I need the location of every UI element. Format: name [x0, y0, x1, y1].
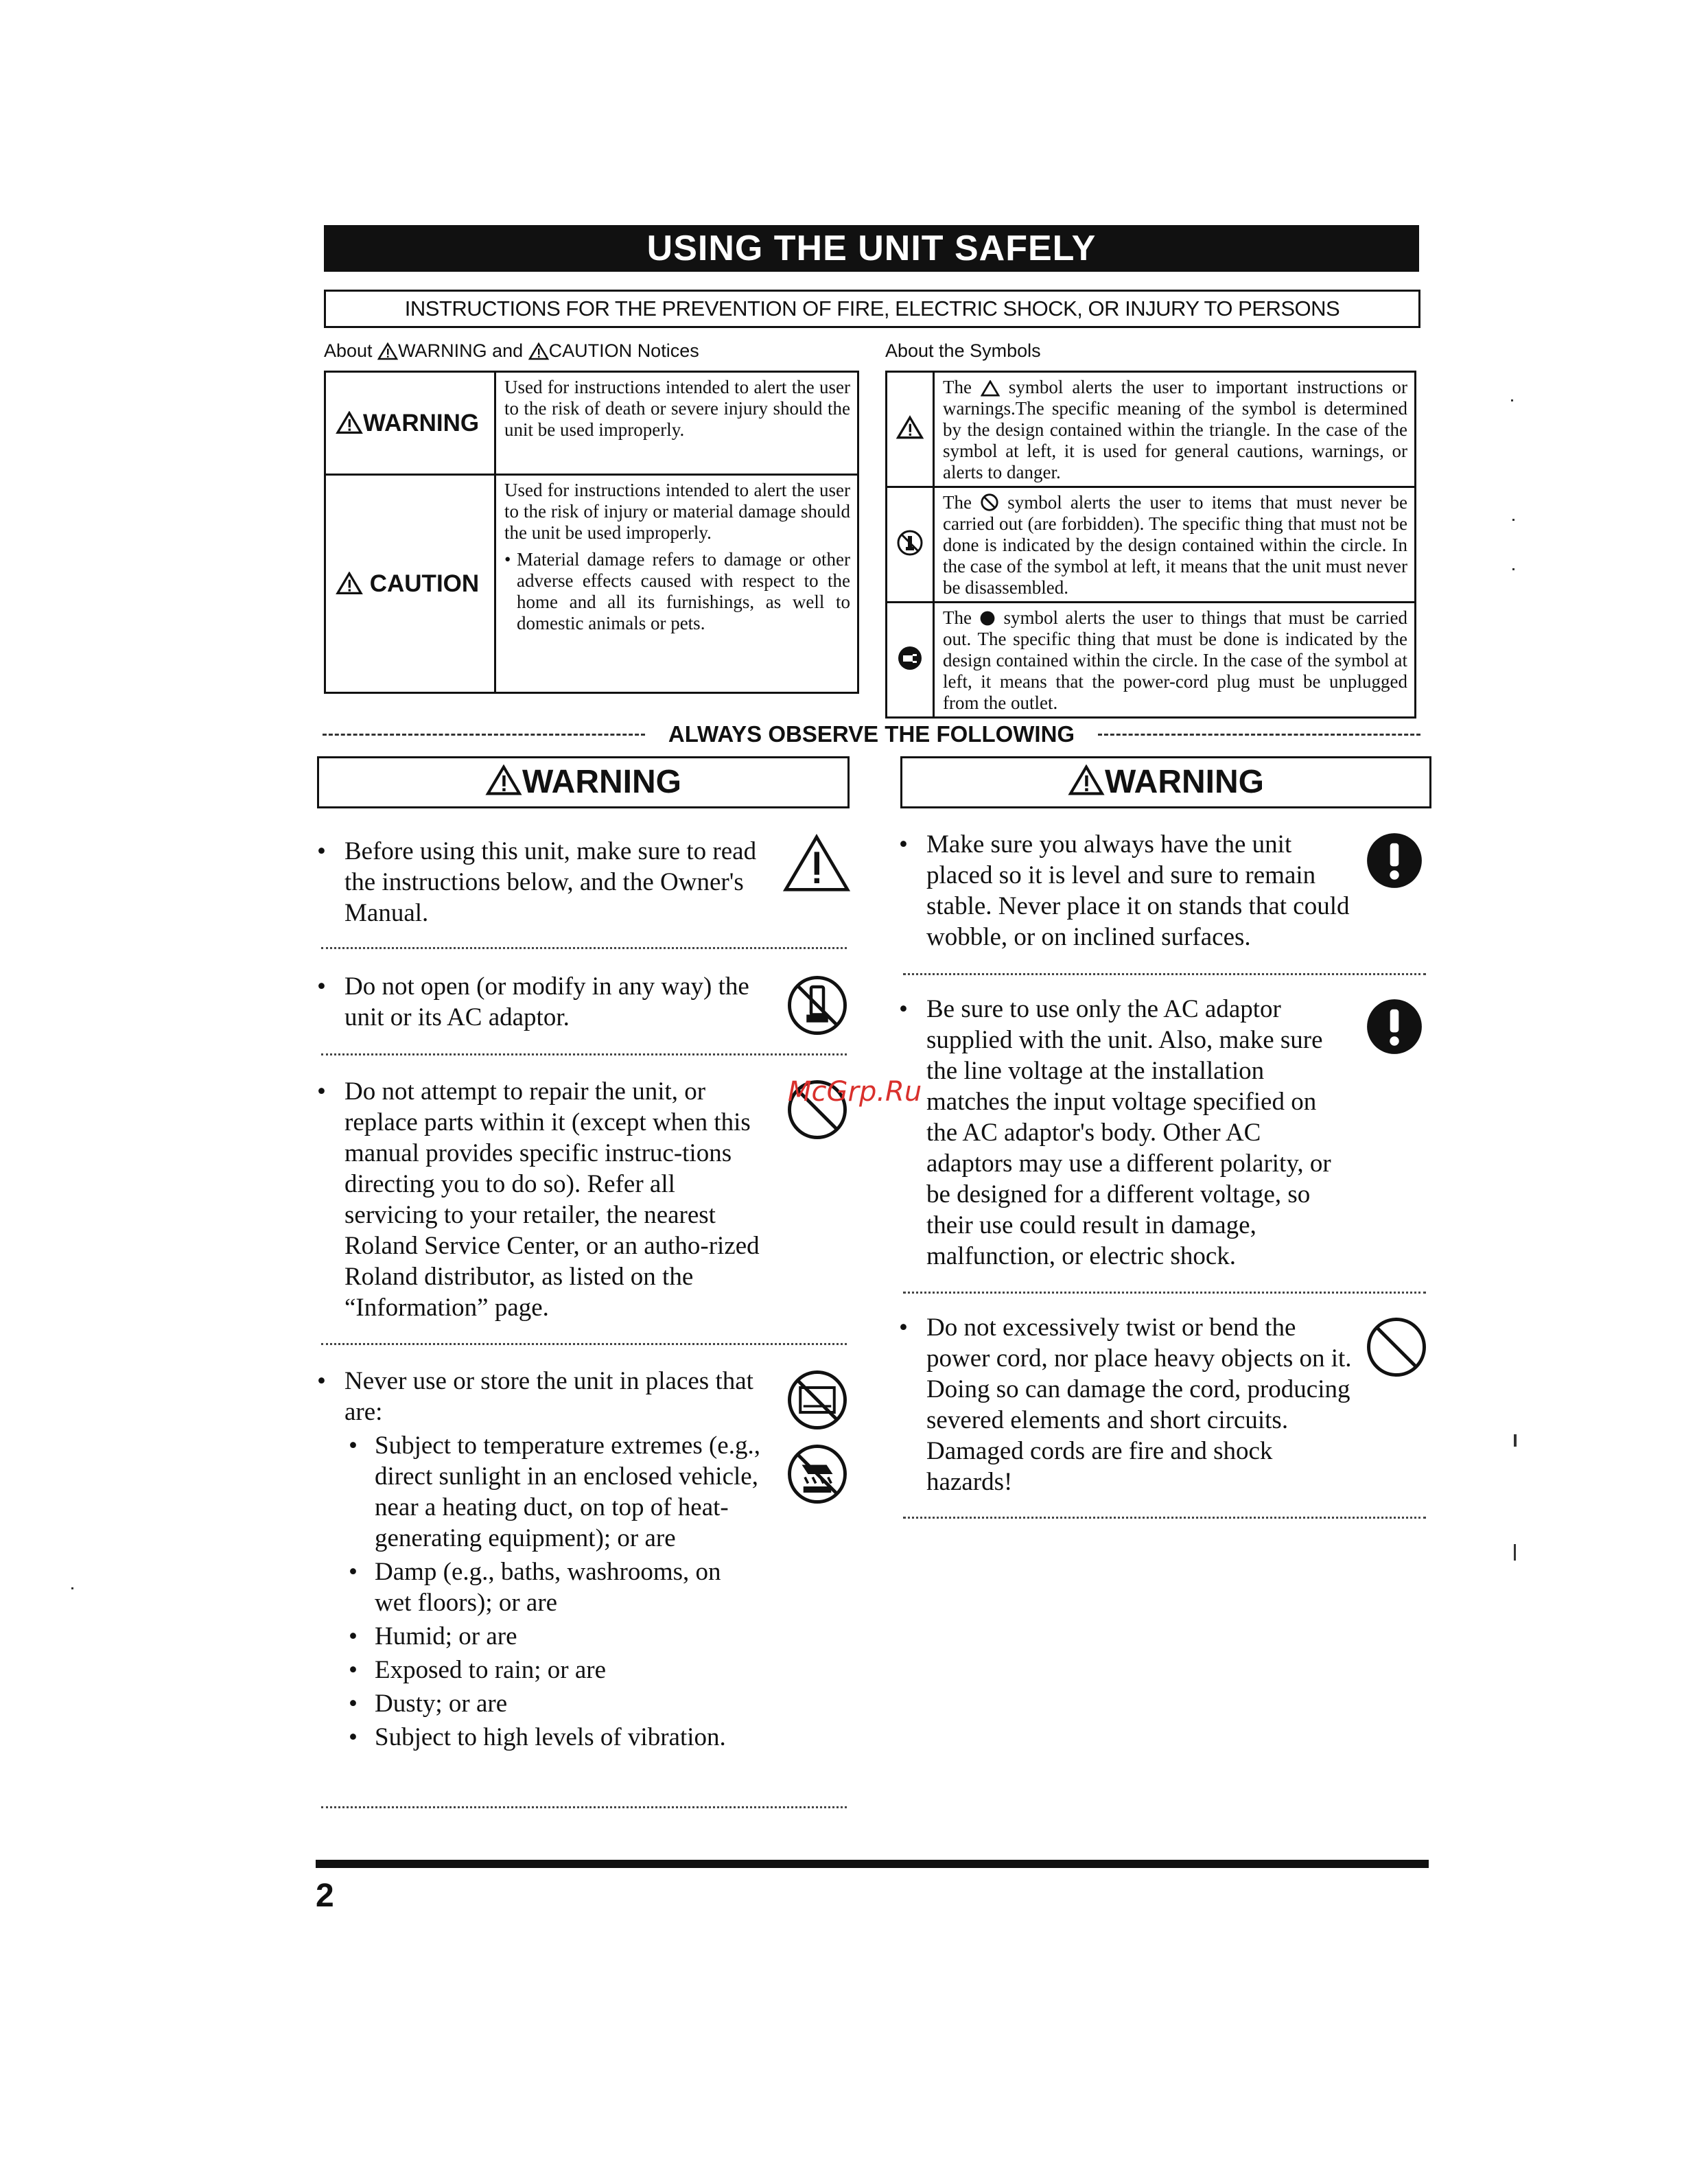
- bullet-icon: •: [504, 549, 511, 570]
- dot-desc-pre: The: [943, 607, 972, 628]
- notices-heading-about: About: [324, 340, 373, 361]
- list-item: [899, 1312, 1352, 1497]
- bullet-icon: •: [317, 1367, 326, 1395]
- bullet-icon: •: [349, 1622, 358, 1650]
- dot-symbol-cell: [887, 603, 934, 718]
- bullet-icon: •: [349, 1432, 358, 1460]
- symbols-table: [885, 371, 1416, 719]
- sub-item-text: Dusty; or are: [375, 1690, 508, 1718]
- triangle-description: [934, 372, 1416, 487]
- left-warning-label: WARNING: [522, 764, 681, 800]
- warning-triangle-icon: [377, 342, 398, 360]
- prohibition-icon: [1366, 1316, 1427, 1378]
- warning-description: Used for instructions intended to alert the user to the risk of death or severe injury should the unit be used improperly.: [495, 372, 858, 475]
- bullet-icon: •: [317, 972, 326, 1001]
- caution-label: CAUTION: [369, 570, 480, 597]
- sub-item-text: Humid; or are: [375, 1622, 517, 1650]
- sub-list: [344, 1430, 763, 1753]
- symbols-heading: About the Symbols: [885, 340, 1041, 361]
- triangle-desc-pre: The: [943, 377, 972, 397]
- caution-note-text: Material damage refers to damage or other adverse effects caused with respect to the home and all its furnishings, as well to domestic animals or pets.: [517, 549, 850, 633]
- do-not-disassemble-icon: [896, 529, 924, 557]
- scan-speck: [1512, 568, 1514, 570]
- dotted-separator: [903, 973, 1426, 975]
- dotted-separator: [321, 1806, 847, 1808]
- sub-list-item: [349, 1556, 763, 1618]
- bullet-icon: •: [899, 1314, 908, 1342]
- dashed-rule-left: [323, 734, 645, 736]
- triangle-inline-icon: [981, 380, 1000, 397]
- list-item: [899, 829, 1352, 953]
- caution-description-cell: [495, 475, 858, 693]
- scan-speck: [71, 1587, 73, 1589]
- list-item: [317, 1366, 763, 1753]
- notices-heading: [324, 340, 699, 362]
- sub-item-text: Subject to temperature extremes (e.g., direct sunlight in an enclosed vehicle, near a heating duct, on top of heat-generating equipment); or are: [375, 1432, 760, 1552]
- bullet-icon: •: [349, 1690, 358, 1718]
- right-item-2-text: Be sure to use only the AC adaptor supplied with the unit. Also, make sure the line voltage at the installation matches the input voltage specified on the AC adaptor's body. Other AC adaptors may use a different polarity, or be designed for a different voltage, so their use could result in damage, malfunction, or electric shock.: [926, 995, 1331, 1270]
- left-item-2-text: Do not open (or modify in any way) the unit or its AC adaptor.: [344, 972, 749, 1031]
- sub-list-item: [349, 1722, 763, 1753]
- list-item: [899, 994, 1352, 1272]
- circle-symbol-cell: [887, 487, 934, 603]
- circle-description: [934, 487, 1416, 603]
- dotted-separator: [321, 947, 847, 949]
- circle-desc-post: symbol alerts the user to items that must never be carried out (are forbidden). The specific thing that must not be done is indicated by the design contained within the circle. In the case of the symbol at left, it means that the unit must never be disassembled.: [943, 492, 1408, 598]
- do-not-disassemble-icon: [786, 974, 848, 1036]
- sub-list-item: [349, 1688, 763, 1719]
- dotted-separator: [903, 1517, 1426, 1519]
- bullet-icon: •: [349, 1558, 358, 1586]
- page-number: 2: [316, 1878, 334, 1914]
- sub-list-item: [349, 1430, 763, 1554]
- right-warning-header: [900, 756, 1431, 808]
- sub-item-text: Damp (e.g., baths, washrooms, on wet floors); or are: [375, 1558, 721, 1617]
- caution-label-cell: [325, 475, 495, 693]
- sub-item-text: Exposed to rain; or are: [375, 1656, 606, 1684]
- always-observe-heading: ALWAYS OBSERVE THE FOLLOWING: [668, 721, 1075, 747]
- dotted-separator: [321, 1053, 847, 1055]
- bullet-icon: •: [899, 995, 908, 1023]
- always-observe-divider: [323, 721, 1420, 748]
- prohibition-inline-icon: [980, 493, 999, 512]
- left-item-3-text: Do not attempt to repair the unit, or replace parts within it (except when this manual provides specific instruc-tions directing you to do so). Refer all servicing to your retailer, the nearest Roland Service Center, or an autho-rized Roland distributor, as listed on the “Information” page.: [344, 1077, 760, 1322]
- caution-triangle-icon: [336, 572, 363, 595]
- warning-triangle-icon: [336, 411, 363, 434]
- warning-triangle-icon: [485, 764, 522, 796]
- left-item-1-text: Before using this unit, make sure to read the instructions below, and the Owner's Manual.: [344, 837, 757, 927]
- instructions-subtitle: INSTRUCTIONS FOR THE PREVENTION OF FIRE, ELECTRIC SHOCK, OR INJURY TO PERSONS: [324, 290, 1420, 328]
- scan-speck: [1511, 399, 1513, 401]
- triangle-symbol-cell: [887, 372, 934, 487]
- dotted-separator: [321, 1343, 847, 1345]
- triangle-desc-post: symbol alerts the user to important instructions or warnings.The specific meaning of the symbol is determined by the design contained within the triangle. In the case of the symbol at left, it is used for general cautions, warnings, or alerts to danger.: [943, 377, 1408, 482]
- unplug-icon: [896, 644, 924, 672]
- right-item-3-text: Do not excessively twist or bend the power cord, nor place heavy objects on it. Doing so can damage the cord, producing severed elements and short circuits. Damaged cords are fire and shock hazards!: [926, 1314, 1352, 1496]
- list-item: [317, 971, 763, 1033]
- dot-description: [934, 603, 1416, 718]
- dotted-separator: [903, 1292, 1426, 1294]
- caution-triangle-icon: [782, 830, 851, 896]
- bullet-icon: •: [317, 1077, 326, 1106]
- watermark: McGrp.Ru: [788, 1076, 922, 1108]
- sub-list-item: [349, 1621, 763, 1652]
- sub-item-text: Subject to high levels of vibration.: [375, 1723, 726, 1751]
- sub-list-item: [349, 1655, 763, 1685]
- bullet-icon: •: [349, 1656, 358, 1684]
- caution-triangle-icon: [528, 342, 549, 360]
- no-water-icon: [786, 1443, 848, 1505]
- scan-speck: [1512, 519, 1514, 521]
- no-extreme-temperature-icon: [786, 1369, 848, 1431]
- general-caution-triangle-icon: [896, 415, 924, 440]
- page-title: USING THE UNIT SAFELY: [324, 225, 1419, 272]
- notices-table: [324, 371, 859, 694]
- footer-rule: [316, 1860, 1429, 1868]
- mandatory-action-icon: [1366, 998, 1423, 1055]
- bullet-icon: •: [349, 1723, 358, 1751]
- circle-desc-pre: The: [943, 492, 972, 513]
- warning-label: WARNING: [363, 409, 480, 436]
- caution-note: [504, 549, 850, 634]
- left-warning-header: [317, 756, 850, 808]
- dashed-rule-right: [1098, 734, 1420, 736]
- dot-desc-post: symbol alerts the user to things that must be carried out. The specific thing that must be done is indicated by the design contained within the circle. In the case of the symbol at left, it means that the power-cord plug must be unplugged from the outlet.: [943, 607, 1408, 713]
- list-item: [317, 1076, 763, 1323]
- right-item-1-text: Make sure you always have the unit placed so it is level and sure to remain stable. Never place it on stands that could wobble, or on inclined surfaces.: [926, 830, 1350, 951]
- notices-heading-caution: CAUTION: [548, 340, 633, 361]
- notices-heading-notices: Notices: [637, 340, 699, 361]
- caution-description: Used for instructions intended to alert the user to the risk of injury or material damage should the unit be used improperly.: [504, 480, 850, 543]
- warning-label-cell: [325, 372, 495, 475]
- bullet-icon: •: [899, 830, 908, 859]
- left-item-4-text: Never use or store the unit in places that are:: [344, 1367, 753, 1426]
- scan-speck: [1514, 1544, 1516, 1561]
- warning-triangle-icon: [1068, 764, 1105, 796]
- right-warning-label: WARNING: [1105, 764, 1264, 800]
- notices-heading-warning: WARNING: [398, 340, 487, 361]
- mandatory-action-icon: [1366, 832, 1423, 889]
- bullet-icon: •: [317, 837, 326, 865]
- notices-heading-and: and: [492, 340, 524, 361]
- mandatory-dot-inline-icon: [979, 609, 996, 627]
- scan-speck: [1514, 1434, 1517, 1447]
- list-item: [317, 836, 763, 929]
